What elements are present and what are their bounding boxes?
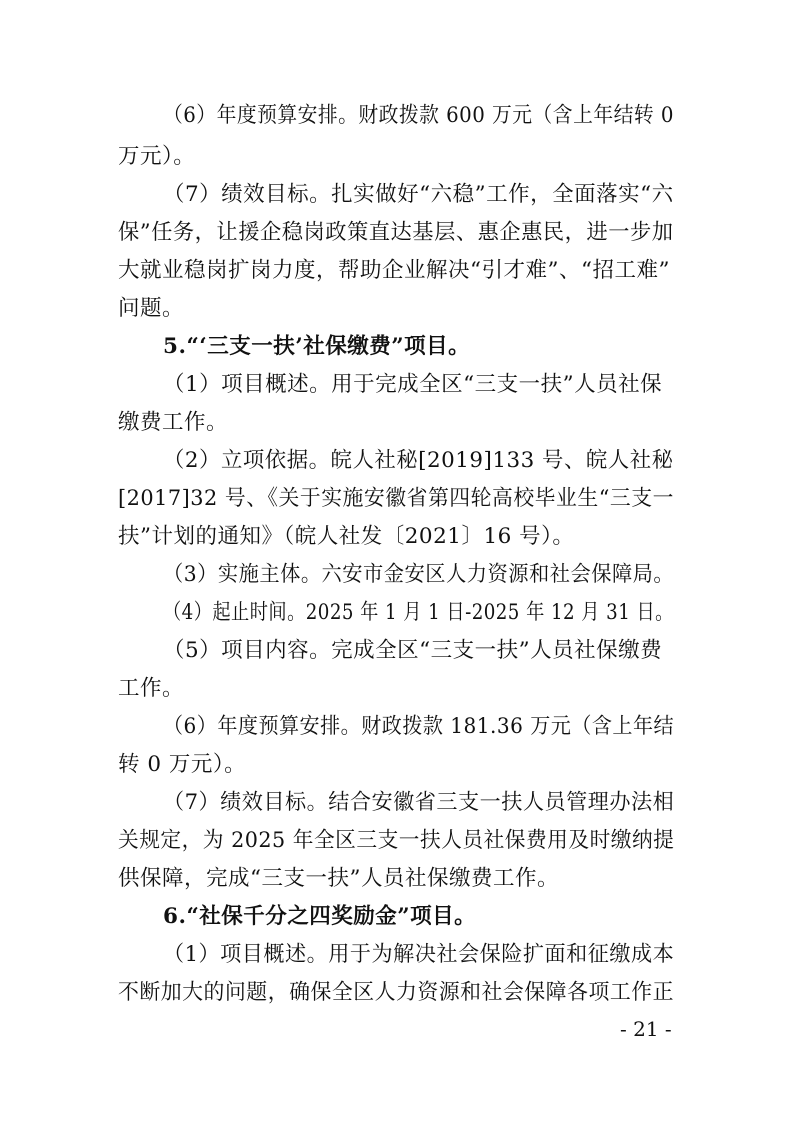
text-line: 缴费工作。 [118, 410, 229, 435]
text-line: 问题。 [118, 296, 185, 321]
text-line: （7）绩效目标。结合安徽省三支一扶人员管理办法相 [163, 790, 675, 815]
text-line: 工作。 [118, 676, 185, 701]
text-line: （1）项目概述。用于为解决社会保险扩面和征缴成本 [163, 942, 675, 967]
text-line: （4）起止时间。2025 年 1 月 1 日-2025 年 12 月 31 日。 [163, 600, 674, 625]
text-line: 不断加大的问题，确保全区人力资源和社会保障各项工作正 [118, 980, 674, 1005]
text-line: 供保障，完成“三支一扶”人员社保缴费工作。 [118, 866, 559, 891]
text-line: （3）实施主体。六安市金安区人力资源和社会保障局。 [163, 562, 675, 587]
text-line: （1）项目概述。用于完成全区“三支一扶”人员社保 [163, 372, 663, 397]
section-heading: 5.“‘三支一扶’社保缴费”项目。 [163, 334, 471, 359]
text-line: （6）年度预算安排。财政拨款 600 万元（含上年结转 0 [163, 103, 674, 128]
text-line: 万元）。 [118, 144, 196, 169]
text-line: 扶”计划的通知》（皖人社发〔2021〕16 号）。 [118, 524, 575, 549]
page-number: - 21 - [620, 1017, 672, 1041]
text-line: [2017]32 号、《关于实施安徽省第四轮高校毕业生“三支一 [118, 486, 674, 511]
section-heading: 6.“社保千分之四奖励金”项目。 [163, 904, 477, 929]
text-line: （2）立项依据。皖人社秘[2019]133 号、皖人社秘 [163, 448, 674, 473]
text-line: 转 0 万元）。 [118, 752, 247, 777]
text-line: 关规定，为 2025 年全区三支一扶人员社保费用及时缴纳提 [118, 828, 675, 853]
text-line: 保”任务，让援企稳岗政策直达基层、惠企惠民，进一步加 [118, 220, 674, 245]
text-line: （7）绩效目标。扎实做好“六稳”工作，全面落实“六 [163, 182, 674, 207]
text-line: （5）项目内容。完成全区“三支一扶”人员社保缴费 [163, 638, 663, 663]
text-line: （6）年度预算安排。财政拨款 181.36 万元（含上年结 [163, 714, 675, 739]
text-line: 大就业稳岗扩岗力度，帮助企业解决“引才难”、“招工难” [118, 258, 670, 283]
